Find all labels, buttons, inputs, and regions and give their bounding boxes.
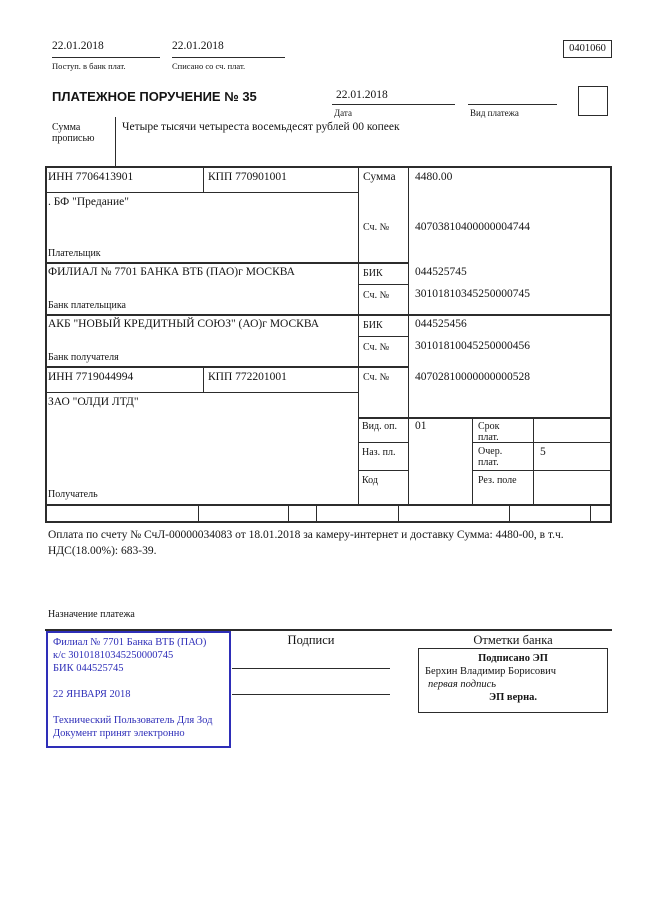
reserve-field-label: Рез. поле xyxy=(478,475,517,486)
form-code-box xyxy=(563,40,612,58)
esign-valid-note: ЭП верна. xyxy=(488,692,537,703)
payee-label: Получатель xyxy=(48,489,98,500)
divider xyxy=(45,166,47,521)
stamp-bank-name: Филиал № 7701 Банка ВТБ (ПАО) xyxy=(53,637,207,648)
esign-signed-title: Подписано ЭП xyxy=(478,653,548,664)
divider xyxy=(172,57,285,58)
payee-inn: ИНН 7719044994 xyxy=(48,371,134,383)
payer-bank-bik-label: БИК xyxy=(363,268,383,279)
divider xyxy=(52,57,160,58)
payee-account: 40702810000000000528 xyxy=(415,371,530,383)
divider xyxy=(509,504,510,521)
payer-kpp: КПП 770901001 xyxy=(208,171,287,183)
esign-box xyxy=(418,648,608,713)
payment-purpose-text: Оплата по счету № СчЛ-00000034083 от 18.01.2018 за камеру-интернет и доставку Сумма: 4480-00, в т.ч. НДС(18.00%): 683-39. xyxy=(48,529,564,557)
stamp-user: Технический Пользователь Для Зод xyxy=(53,715,213,726)
divider xyxy=(468,104,557,105)
divider xyxy=(288,504,289,521)
stamp-spacer xyxy=(53,675,224,688)
divider xyxy=(115,117,116,166)
esign-signer: Берхин Владимир Борисович xyxy=(425,666,556,677)
divider xyxy=(45,262,408,264)
stamp-spacer xyxy=(53,701,224,714)
divider xyxy=(358,166,359,504)
signature-line xyxy=(232,694,390,695)
payee-bank-bik: 044525456 xyxy=(415,318,467,330)
received-date-label: Поступ. в банк плат. xyxy=(52,61,126,71)
divider xyxy=(590,504,591,521)
divider xyxy=(198,504,199,521)
sum-label: Сумма xyxy=(363,171,396,183)
divider xyxy=(358,336,408,337)
bank-marks-title: Отметки банка xyxy=(473,633,553,647)
bank-stamp xyxy=(46,631,231,748)
payment-term-label: Срок плат. xyxy=(478,421,500,443)
sum-value: 4480.00 xyxy=(415,171,453,183)
payer-bank-name: ФИЛИАЛ № 7701 БАНКА ВТБ (ПАО)г МОСКВА xyxy=(48,266,295,278)
payee-bank-account: 30101810045250000456 xyxy=(415,340,530,352)
payer-account-label: Сч. № xyxy=(363,222,390,233)
divider xyxy=(45,192,358,193)
divider xyxy=(45,504,612,506)
payee-name: ЗАО "ОЛДИ ЛТД" xyxy=(48,396,139,408)
divider xyxy=(358,417,612,419)
payee-bank-account-label: Сч. № xyxy=(363,342,390,353)
debited-date: 22.01.2018 xyxy=(172,40,224,52)
payment-kind-label: Вид платежа xyxy=(470,108,519,118)
payer-bank-account: 30101810345250000745 xyxy=(415,288,530,300)
stamp-corr-account: к/с 30101810345250000745 xyxy=(53,650,174,661)
payer-bank-bik: 044525745 xyxy=(415,266,467,278)
form-code: 0401060 xyxy=(569,43,606,54)
divider xyxy=(358,284,408,285)
payee-account-label: Сч. № xyxy=(363,372,390,383)
received-date: 22.01.2018 xyxy=(52,40,104,52)
divider xyxy=(533,417,534,504)
operation-type-value: 01 xyxy=(415,420,427,432)
payee-bank-bik-label: БИК xyxy=(363,320,383,331)
divider xyxy=(316,504,317,521)
divider xyxy=(610,166,612,521)
divider xyxy=(45,392,358,393)
operation-type-label: Вид. оп. xyxy=(362,421,397,432)
payee-kpp: КПП 772201001 xyxy=(208,371,287,383)
divider xyxy=(45,314,612,316)
payment-order-value: 5 xyxy=(540,446,546,458)
divider xyxy=(203,366,204,392)
divider xyxy=(332,104,455,105)
payer-inn: ИНН 7706413901 xyxy=(48,171,134,183)
signature-line xyxy=(232,668,390,669)
divider xyxy=(472,470,612,471)
divider xyxy=(45,366,408,368)
page-title: ПЛАТЕЖНОЕ ПОРУЧЕНИЕ № 35 xyxy=(52,89,257,104)
amount-in-words: Четыре тысячи четыреста восемьдесят рублей 00 копеек xyxy=(122,121,400,133)
amount-in-words-label: Сумма прописью xyxy=(52,122,95,144)
payment-order-label: Очер. плат. xyxy=(478,446,503,468)
stamp-date: 22 ЯНВАРЯ 2018 xyxy=(53,689,131,700)
divider xyxy=(45,166,612,168)
divider xyxy=(472,417,473,504)
divider xyxy=(358,470,408,471)
payer-name: . БФ "Предание" xyxy=(48,196,129,208)
payment-kind-checkbox xyxy=(578,86,608,116)
document-date: 22.01.2018 xyxy=(336,89,388,101)
payer-account: 40703810400000004744 xyxy=(415,221,530,233)
divider xyxy=(203,166,204,192)
signatures-title: Подписи xyxy=(287,633,335,647)
stamp-note: Документ принят электронно xyxy=(53,728,185,739)
divider xyxy=(398,504,399,521)
code-label: Код xyxy=(362,475,378,486)
divider xyxy=(358,442,408,443)
payee-bank-label: Банк получателя xyxy=(48,352,119,363)
purpose-code-label: Наз. пл. xyxy=(362,447,396,458)
date-label: Дата xyxy=(334,108,352,118)
payer-bank-account-label: Сч. № xyxy=(363,290,390,301)
payer-bank-label: Банк плательщика xyxy=(48,300,126,311)
debited-date-label: Списано со сч. плат. xyxy=(172,61,246,71)
payer-label: Плательщик xyxy=(48,248,101,259)
payment-purpose-label: Назначение платежа xyxy=(48,609,135,620)
divider xyxy=(45,521,612,523)
stamp-bik: БИК 044525745 xyxy=(53,663,124,674)
divider xyxy=(408,166,409,504)
esign-signature-role: первая подпись xyxy=(428,679,497,690)
payee-bank-name: АКБ "НОВЫЙ КРЕДИТНЫЙ СОЮЗ" (АО)г МОСКВА xyxy=(48,318,320,330)
